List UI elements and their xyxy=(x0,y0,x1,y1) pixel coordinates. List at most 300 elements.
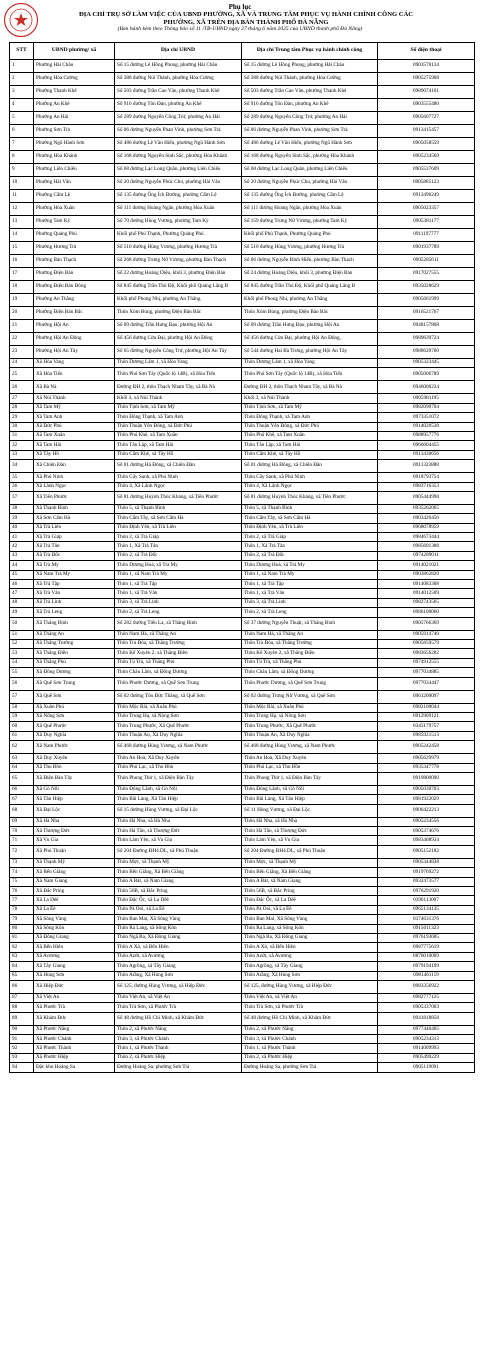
ubnd-address-cell: Thôn Tân Lập, xã Tam Hải xyxy=(115,441,242,450)
ubnd-address-cell: Thôn 1, xã Nam Trà My xyxy=(115,570,242,579)
service-center-address-cell: Thôn Bãi Làng, Xã Tân Hiệp xyxy=(242,795,378,804)
stt-cell: 91 xyxy=(10,1035,34,1044)
table-row xyxy=(10,580,475,589)
phone-cell: 0983656282 xyxy=(378,649,475,658)
stt-cell: 54 xyxy=(10,658,34,667)
phone-cell: 0905006789 xyxy=(378,368,475,381)
phone-cell: 0919800090 xyxy=(378,772,475,785)
ubnd-address-cell: Thôn 1, Xã Trà Tân xyxy=(115,542,242,551)
ward-name-cell: Xã Duy Nghĩa xyxy=(34,731,115,740)
ward-name-cell: Xã Nông Sơn xyxy=(34,712,115,721)
ward-name-cell: Xã Phước Trà xyxy=(34,1003,115,1012)
table-row xyxy=(10,473,475,482)
service-center-address-cell: Thôn Tú Trà, xã Thăng Phú xyxy=(242,658,378,667)
ubnd-address-cell: Thôn Phú Lạc, xã Thu Bồn xyxy=(115,763,242,772)
service-center-address-cell: Số 37 đường Nguyễn Thuật, xã Thăng Bình xyxy=(242,617,378,630)
phone-cell: 0905981195 xyxy=(378,394,475,403)
ubnd-address-cell: Thôn Ngã Ba, Xã Đông Giang xyxy=(115,933,242,942)
table-row xyxy=(10,570,475,579)
table-row xyxy=(10,722,475,731)
stt-cell: 85 xyxy=(10,971,34,980)
table-row xyxy=(10,1063,475,1072)
ubnd-address-cell: Thôn Arầng, Xã Hùng Sơn xyxy=(115,971,242,980)
service-center-address-cell: Thôn Tịnh Sơn, xã Tam Mỹ xyxy=(242,403,378,412)
service-center-address-cell: Thôn Đông Lãnh, xã Gò Nổi xyxy=(242,785,378,794)
phone-cell: 0905242458 xyxy=(378,741,475,754)
ward-name-cell: Xã Quế Sơn xyxy=(34,690,115,703)
phone-cell: 0974289011 xyxy=(378,551,475,560)
ubnd-address-cell: Thôn Đông Thạnh, xã Tam Anh xyxy=(115,413,242,422)
ubnd-address-cell: Thôn Bến Giằng, Xã Bến Giằng xyxy=(115,868,242,877)
service-center-address-cell: Thôn Dương Hoà, xã Trà My xyxy=(242,561,378,570)
service-center-address-cell: Thôn Trung Phước, Xã Quế Phước xyxy=(242,722,378,731)
table-row xyxy=(10,125,475,138)
phone-cell: 0976291920 xyxy=(378,887,475,896)
stt-cell: 41 xyxy=(10,533,34,542)
table-row xyxy=(10,703,475,712)
phone-cell: 0876010009 xyxy=(378,952,475,961)
ward-name-cell: Phường Ngũ Hành Sơn xyxy=(34,138,115,151)
ubnd-address-cell: Thôn Cẩm Khê, xã Tây Hồ xyxy=(115,450,242,459)
service-center-address-cell: Số 544 đường Hai Bà Trưng, phường Hội An Tây xyxy=(242,346,378,359)
phone-cell: 0983356922 xyxy=(378,980,475,993)
stt-cell: 63 xyxy=(10,754,34,763)
ward-name-cell: Xã Nam Giang xyxy=(34,877,115,886)
ward-name-cell: Xã La Êê xyxy=(34,905,115,914)
stt-cell: 31 xyxy=(10,431,34,440)
service-center-address-cell: Thôn Trà Đóa, xã Thăng Trường xyxy=(242,639,378,648)
service-center-address-cell: Thôn Hà Tân, xã Thượng Đức xyxy=(242,827,378,836)
stt-cell: 79 xyxy=(10,915,34,924)
phone-cell: 0905337003 xyxy=(378,1003,475,1012)
ward-name-cell: Xã Đại Lộc xyxy=(34,804,115,817)
phone-cell: 0903426456 xyxy=(378,514,475,523)
stt-cell: 89 xyxy=(10,1012,34,1025)
stt-cell: 38 xyxy=(10,504,34,513)
phone-cell: 0345179757 xyxy=(378,722,475,731)
table-row xyxy=(10,690,475,703)
ward-name-cell: Phường Thanh Khê xyxy=(34,86,115,99)
ubnd-address-cell: Thôn Dương Hoà, xã Trà My xyxy=(115,561,242,570)
service-center-address-cell: Thôn Đông Thạnh, xã Tam Anh xyxy=(242,413,378,422)
service-center-address-cell: Số 01 đường Hà Đông, xã Chiên Đàn xyxy=(242,460,378,473)
stt-cell: 7 xyxy=(10,138,34,151)
ubnd-address-cell: Thôn Phú Sơn Tây (Quốc lộ 14B), xã Hòa Tiến xyxy=(115,368,242,381)
stt-cell: 92 xyxy=(10,1044,34,1053)
table-row xyxy=(10,639,475,648)
ubnd-address-cell: Thôn Châu Lâm, xã Đồng Dương xyxy=(115,668,242,677)
phone-cell: 0905323445 xyxy=(378,359,475,368)
ward-name-cell: Phường Quảng Phú xyxy=(34,229,115,242)
ward-name-cell: Xã Vu Gia xyxy=(34,836,115,845)
service-center-address-cell: Thôn 2, xã Trà Leng xyxy=(242,608,378,617)
stt-cell: 77 xyxy=(10,896,34,905)
table-row xyxy=(10,993,475,1002)
ward-name-cell: Xã Thăng Bình xyxy=(34,617,115,630)
service-center-address-cell: Thôn Châu Lâm, xã Đồng Dương xyxy=(242,668,378,677)
stt-cell: 47 xyxy=(10,589,34,598)
service-center-address-cell: Thôn 2, xã Trà Giáp xyxy=(242,533,378,542)
stt-cell: 4 xyxy=(10,99,34,112)
ward-name-cell: Xã Đức Phú xyxy=(34,422,115,431)
ward-name-cell: Phường Tam Kỳ xyxy=(34,216,115,229)
table-row xyxy=(10,307,475,320)
service-center-address-cell: Thôn An Hoà, Xã Duy Xuyên xyxy=(242,754,378,763)
ubnd-address-cell: Thôn 56B, xã Đắc Pring xyxy=(115,887,242,896)
ward-name-cell: Xã Đông Giang xyxy=(34,933,115,942)
phone-cell: 0966604455 xyxy=(378,441,475,450)
col-ward: UBND phường/ xã xyxy=(34,43,115,60)
ubnd-address-cell: Số 15 đường Hùng Vương, xã Đại Lộc xyxy=(115,804,242,817)
phone-cell: 0905285611 xyxy=(378,255,475,268)
service-center-address-cell: Thôn Đắc Ốc, xã La Dêê xyxy=(242,896,378,905)
stt-cell: 67 xyxy=(10,795,34,804)
ubnd-address-cell: Thôn Ban Mai, Xã Sông Vàng xyxy=(115,915,242,924)
stt-cell: 15 xyxy=(10,242,34,255)
table-row xyxy=(10,731,475,740)
service-center-address-cell: Số 06 đường Nguyễn Phan Vinh, phường Sơn Trà xyxy=(242,125,378,138)
ward-name-cell: Xã Nam Trà My xyxy=(34,570,115,579)
stt-cell: 76 xyxy=(10,887,34,896)
service-center-address-cell: Số 20 đường Nguyễn Phúc Chu, phường Hải Vân xyxy=(242,177,378,190)
ward-name-cell: Xã Tiên Phước xyxy=(34,491,115,504)
stt-cell: 8 xyxy=(10,151,34,164)
ubnd-address-cell: Thôn Cây Sanh, xã Phú Ninh xyxy=(115,473,242,482)
phone-cell: 0916521767 xyxy=(378,307,475,320)
ubnd-address-cell: Số 48 đường Hồ Chí Minh, xã Khâm Đức xyxy=(115,1012,242,1025)
stt-cell: 55 xyxy=(10,668,34,677)
service-center-address-cell: Thôn Cây Sanh, xã Phú Ninh xyxy=(242,473,378,482)
phone-cell: 0374631376 xyxy=(378,915,475,924)
phone-cell: 0982090704 xyxy=(378,403,475,412)
service-center-address-cell: Thôn 2, xã Phước Hiệp xyxy=(242,1053,378,1062)
ubnd-address-cell: Thôn Thuận An, Xã Duy Nghĩa xyxy=(115,731,242,740)
ward-name-cell: Xã Trà Leng xyxy=(34,608,115,617)
table-row xyxy=(10,281,475,294)
stt-cell: 53 xyxy=(10,649,34,658)
stt-cell: 49 xyxy=(10,608,34,617)
table-row xyxy=(10,887,475,896)
table-row xyxy=(10,896,475,905)
ubnd-address-cell: Thôn 2, xã Phước Năng xyxy=(115,1025,242,1034)
stt-cell: 62 xyxy=(10,741,34,754)
service-center-address-cell: Số 06 đường Nguyễn Đình Hiến, phường Bàn Thạch xyxy=(242,255,378,268)
ubnd-address-cell: Thôn Định Yên, xã Trà Liên xyxy=(115,523,242,532)
service-center-address-cell: Thôn Cẩm Khê, xã Tây Hồ xyxy=(242,450,378,459)
ward-name-cell: Xã Tây Giang xyxy=(34,962,115,971)
ubnd-address-cell: Số 09 đường Trần Hưng Đạo, phường Hội An xyxy=(115,320,242,333)
service-center-address-cell: Thôn 2, xã Phước Năng xyxy=(242,1025,378,1034)
phone-cell: 0919769272 xyxy=(378,868,475,877)
ward-name-cell: Phường An Thắng xyxy=(34,294,115,307)
phone-cell: 0905344838 xyxy=(378,858,475,867)
stt-cell: 68 xyxy=(10,804,34,817)
phone-cell: 0918793754 xyxy=(378,473,475,482)
ward-name-cell: Đặc khu Hoàng Sa xyxy=(34,1063,115,1072)
ward-name-cell: Phường Hòa Xuân xyxy=(34,203,115,216)
service-center-address-cell: Thôn Việt An, xã Việt An xyxy=(242,993,378,1002)
ward-name-cell: Xã Thạnh Bình xyxy=(34,504,115,513)
ward-name-cell: Xã Xuân Phú xyxy=(34,703,115,712)
ubnd-address-cell: Số 268 đường Trưng Nữ Vương, phường Bàn Thạch xyxy=(115,255,242,268)
ubnd-address-cell: Thôn Dương Lâm 1, xã Hòa Vang xyxy=(115,359,242,368)
table-row xyxy=(10,86,475,99)
ward-name-cell: Xã Trà Tập xyxy=(34,580,115,589)
table-row xyxy=(10,368,475,381)
table-row xyxy=(10,482,475,491)
ward-name-cell: Xã Phước Hiệp xyxy=(34,1053,115,1062)
stt-cell: 64 xyxy=(10,763,34,772)
phone-cell: 0977440405 xyxy=(378,1025,475,1034)
stt-cell: 45 xyxy=(10,570,34,579)
service-center-address-cell: Thôn Ra Lang, xã Sông Kôn xyxy=(242,924,378,933)
phone-cell: 0948157868 xyxy=(378,320,475,333)
phone-cell: 0905058559 xyxy=(378,138,475,151)
ubnd-address-cell: Thôn 3, xã Trà Linh xyxy=(115,598,242,607)
phone-cell: 0988957776 xyxy=(378,431,475,440)
table-row xyxy=(10,1035,475,1044)
ubnd-address-cell: Số 06 đường Nguyễn Phan Vinh, phường Sơn Trà xyxy=(115,125,242,138)
ward-name-cell: Xã Sông Vàng xyxy=(34,915,115,924)
table-row xyxy=(10,754,475,763)
ubnd-address-cell: Thôn Việt An, xã Việt An xyxy=(115,993,242,1002)
ubnd-address-cell: Thôn 2, xã Trà Đốc xyxy=(115,551,242,560)
ubnd-address-cell: Thôn 4, Xã Lãnh Ngọc xyxy=(115,482,242,491)
ward-name-cell: Xã Phước Chánh xyxy=(34,1035,115,1044)
stt-cell: 17 xyxy=(10,268,34,281)
ubnd-address-cell: Khối 3, xã Núi Thành xyxy=(115,394,242,403)
phone-cell: 0981461119 xyxy=(378,971,475,980)
stt-cell: 69 xyxy=(10,817,34,826)
table-row xyxy=(10,255,475,268)
stt-cell: 25 xyxy=(10,368,34,381)
address-table xyxy=(9,42,475,1073)
table-row xyxy=(10,320,475,333)
phone-cell: 0905607727 xyxy=(378,112,475,125)
phone-cell: 0973351072 xyxy=(378,413,475,422)
stt-cell: 26 xyxy=(10,381,34,394)
phone-cell: 0905374676 xyxy=(378,827,475,836)
phone-cell: 0977034885 xyxy=(378,668,475,677)
stt-cell: 90 xyxy=(10,1025,34,1034)
ward-name-cell: Xã Tam Hải xyxy=(34,441,115,450)
stt-cell: 12 xyxy=(10,203,34,216)
stt-cell: 5 xyxy=(10,112,34,125)
service-center-address-cell: Thôn Thuận An, Xã Duy Nghĩa xyxy=(242,731,378,740)
service-center-address-cell: Thôn Phú Lạc, xã Thu Bồn xyxy=(242,763,378,772)
stt-cell: 34 xyxy=(10,460,34,473)
stt-cell: 56 xyxy=(10,677,34,690)
service-center-address-cell: Đường Hoàng Sa, phường Sơn Trà xyxy=(242,1063,378,1072)
stt-cell: 84 xyxy=(10,962,34,971)
service-center-address-cell: Thôn Nam Hà, xã Thăng An xyxy=(242,630,378,639)
stt-cell: 30 xyxy=(10,422,34,431)
table-row xyxy=(10,1003,475,1012)
phone-cell: 0932473577 xyxy=(378,877,475,886)
ward-name-cell: Xã Nam Phước xyxy=(34,741,115,754)
stt-cell: 42 xyxy=(10,542,34,551)
phone-cell: 0983716353 xyxy=(378,482,475,491)
ward-name-cell: Xã Duy Xuyên xyxy=(34,754,115,763)
ward-name-cell: Xã Thăng An xyxy=(34,630,115,639)
table-row xyxy=(10,190,475,203)
phone-cell: 0982100044 xyxy=(378,703,475,712)
phone-cell: 0968078959 xyxy=(378,523,475,532)
phone-cell: 0974912555 xyxy=(378,658,475,667)
table-row xyxy=(10,952,475,961)
table-row xyxy=(10,413,475,422)
table-row xyxy=(10,763,475,772)
ubnd-address-cell: Số 168 đường Nguyễn Sinh Sắc, phường Hòa Khánh xyxy=(115,151,242,164)
ubnd-address-cell: Số 289 đường Nguyễn Công Trứ, phường An Hải xyxy=(115,112,242,125)
service-center-address-cell: Thôn Phú Sơn Tây (Quốc lộ 14B), xã Hòa Tiến xyxy=(242,368,378,381)
stt-cell: 18 xyxy=(10,281,34,294)
service-center-address-cell: Thôn Phú Khê, xã Tam Xuân xyxy=(242,431,378,440)
ward-name-cell: Xã Đồng Dương xyxy=(34,668,115,677)
phone-cell: 0982743565 xyxy=(378,598,475,607)
stt-cell: 9 xyxy=(10,164,34,177)
service-center-address-cell: Thôn A Xò, xã Bến Hiên xyxy=(242,943,378,952)
ubnd-address-cell: Thôn Nam Hà, xã Thăng An xyxy=(115,630,242,639)
stt-cell: 24 xyxy=(10,359,34,368)
table-row xyxy=(10,73,475,86)
table-row xyxy=(10,712,475,721)
ubnd-address-cell: Số 916 đường Tôn Đản, phường An Khê xyxy=(115,99,242,112)
ubnd-address-cell: Số 70 đường Hùng Vương, phường Tam Kỳ xyxy=(115,216,242,229)
ubnd-address-cell: Thôn Pà Ooi, xã La Êê xyxy=(115,905,242,914)
table-row xyxy=(10,858,475,867)
table-row xyxy=(10,561,475,570)
service-center-address-cell: Số 48 đường Hồ Chí Minh, xã Khâm Đức xyxy=(242,1012,378,1025)
ward-name-cell: Xã Trà Tân xyxy=(34,542,115,551)
table-row xyxy=(10,658,475,667)
table-row xyxy=(10,242,475,255)
ward-name-cell: Xã Khâm Đức xyxy=(34,1012,115,1025)
ubnd-address-cell: Thôn Tịnh Sơn, xã Tam Mỹ xyxy=(115,403,242,412)
table-row xyxy=(10,359,475,368)
table-row xyxy=(10,598,475,607)
stt-cell: 73 xyxy=(10,858,34,867)
table-row xyxy=(10,431,475,440)
table-row xyxy=(10,772,475,785)
ubnd-address-cell: Số 456 đường Cửa Đại, phường Hội An Đông xyxy=(115,333,242,346)
table-row xyxy=(10,203,475,216)
ubnd-address-cell: Thôn 2, xã Trà Giáp xyxy=(115,533,242,542)
document-header xyxy=(0,3,480,33)
phone-cell: 0913415457 xyxy=(378,125,475,138)
phone-cell: 0903862820 xyxy=(378,570,475,579)
phone-cell: 0961200097 xyxy=(378,690,475,703)
service-center-address-cell: Số 289 đường Nguyễn Công Trứ, phường An Hải xyxy=(242,112,378,125)
stt-cell: 20 xyxy=(10,307,34,320)
table-body xyxy=(10,60,475,1073)
stt-cell: 16 xyxy=(10,255,34,268)
phone-cell: 0905275908 xyxy=(378,73,475,86)
ubnd-address-cell: Thôn 3, xã Phước Chánh xyxy=(115,1035,242,1044)
table-row xyxy=(10,589,475,598)
service-center-address-cell: Thôn Ban Mai, Xã Sông Vàng xyxy=(242,915,378,924)
stt-cell: 52 xyxy=(10,639,34,648)
table-row xyxy=(10,504,475,513)
ubnd-address-cell: Thôn 2, xã Trà Leng xyxy=(115,608,242,617)
service-center-address-cell: Thôn Phong Thử 1, xã Điện Bàn Tây xyxy=(242,772,378,785)
table-row xyxy=(10,551,475,560)
service-center-address-cell: Khối phố Phú Thạnh, Phường Quảng Phú xyxy=(242,229,378,242)
service-center-address-cell: Số 11 Hùng Vương, xã Đại Lộc xyxy=(242,804,378,817)
stt-cell: 36 xyxy=(10,482,34,491)
ward-name-cell: Xã Thăng Trường xyxy=(34,639,115,648)
table-row xyxy=(10,649,475,658)
service-center-address-cell: Thôn Bến Giằng, Xã Bến Giằng xyxy=(242,868,378,877)
table-row xyxy=(10,617,475,630)
table-row xyxy=(10,112,475,125)
service-center-address-cell: Thôn A Bát, xã Nam Giang xyxy=(242,877,378,886)
ward-name-cell: Xã Điện Bàn Tây xyxy=(34,772,115,785)
table-row xyxy=(10,460,475,473)
phone-cell: 0901937789 xyxy=(378,242,475,255)
col-ubnd-address: Địa chỉ UBND xyxy=(115,43,242,60)
table-row xyxy=(10,177,475,190)
ward-name-cell: Xã Thăng Phú xyxy=(34,658,115,667)
ward-name-cell: Xã Trà Vân xyxy=(34,589,115,598)
ubnd-address-cell: Số 81 đường Huỳnh Thúc Kháng, xã Tiên Phước xyxy=(115,491,242,504)
ubnd-address-cell: Thôn Mực, xã Thạnh Mỹ xyxy=(115,858,242,867)
service-center-address-cell: Thôn Phước Dương, xã Quế Sơn Trung xyxy=(242,677,378,690)
service-center-address-cell: Thôn 2, xã Trà Đốc xyxy=(242,551,378,560)
service-center-address-cell: Thôn Mộc Bài, xã Xuân Phú xyxy=(242,703,378,712)
table-row xyxy=(10,346,475,359)
ward-name-cell: Xã Sơn Cẩm Hà xyxy=(34,514,115,523)
ubnd-address-cell: Thôn Trung Phước, Xã Quế Phước xyxy=(115,722,242,731)
service-center-address-cell: Thôn 1, Xã Trà Tân xyxy=(242,542,378,551)
ward-name-cell: Phường Hội An xyxy=(34,320,115,333)
stt-cell: 11 xyxy=(10,190,34,203)
phone-cell: 0935202065 xyxy=(378,504,475,513)
ward-name-cell: Xã Hòa Vang xyxy=(34,359,115,368)
ward-name-cell: Xã Sông Kôn xyxy=(34,924,115,933)
phone-cell: 0905023357 xyxy=(378,203,475,216)
table-row xyxy=(10,403,475,412)
ubnd-address-cell: Số 15 đường Lê Hồng Phong, phường Hải Châu xyxy=(115,60,242,73)
stt-cell: 29 xyxy=(10,413,34,422)
table-row xyxy=(10,943,475,952)
table-row xyxy=(10,668,475,677)
phone-cell: 0988620700 xyxy=(378,346,475,359)
stt-cell: 35 xyxy=(10,473,34,482)
ward-name-cell: Xã Lãnh Ngọc xyxy=(34,482,115,491)
ward-name-cell: Phường Điện Bàn Bắc xyxy=(34,307,115,320)
ubnd-address-cell: Thôn Hà Tân, xã Thượng Đức xyxy=(115,827,242,836)
ubnd-address-cell: Thôn 2, xã Phước Hiệp xyxy=(115,1053,242,1062)
ward-name-cell: Xã Bến Giằng xyxy=(34,868,115,877)
ubnd-address-cell: Số 510 đường Hùng Vương, phường Hương Trà xyxy=(115,242,242,255)
table-row xyxy=(10,533,475,542)
table-row xyxy=(10,60,475,73)
stt-cell: 1 xyxy=(10,60,34,73)
table-row xyxy=(10,138,475,151)
table-row xyxy=(10,817,475,826)
table-row xyxy=(10,523,475,532)
phone-cell: 0905381177 xyxy=(378,216,475,229)
ubnd-address-cell: Thôn Agrồng, xã Tây Giang xyxy=(115,962,242,971)
stt-cell: 72 xyxy=(10,845,34,858)
service-center-address-cell: Số 168 đường Nguyễn Sinh Sắc, phường Hòa Khánh xyxy=(242,151,378,164)
ward-name-cell: Xã Hà Nha xyxy=(34,817,115,826)
table-row xyxy=(10,962,475,971)
ward-name-cell: Xã Trà Liên xyxy=(34,523,115,532)
ward-name-cell: Xã Bến Hiên xyxy=(34,943,115,952)
service-center-address-cell: Thôn 3, xã Phước Chánh xyxy=(242,1035,378,1044)
